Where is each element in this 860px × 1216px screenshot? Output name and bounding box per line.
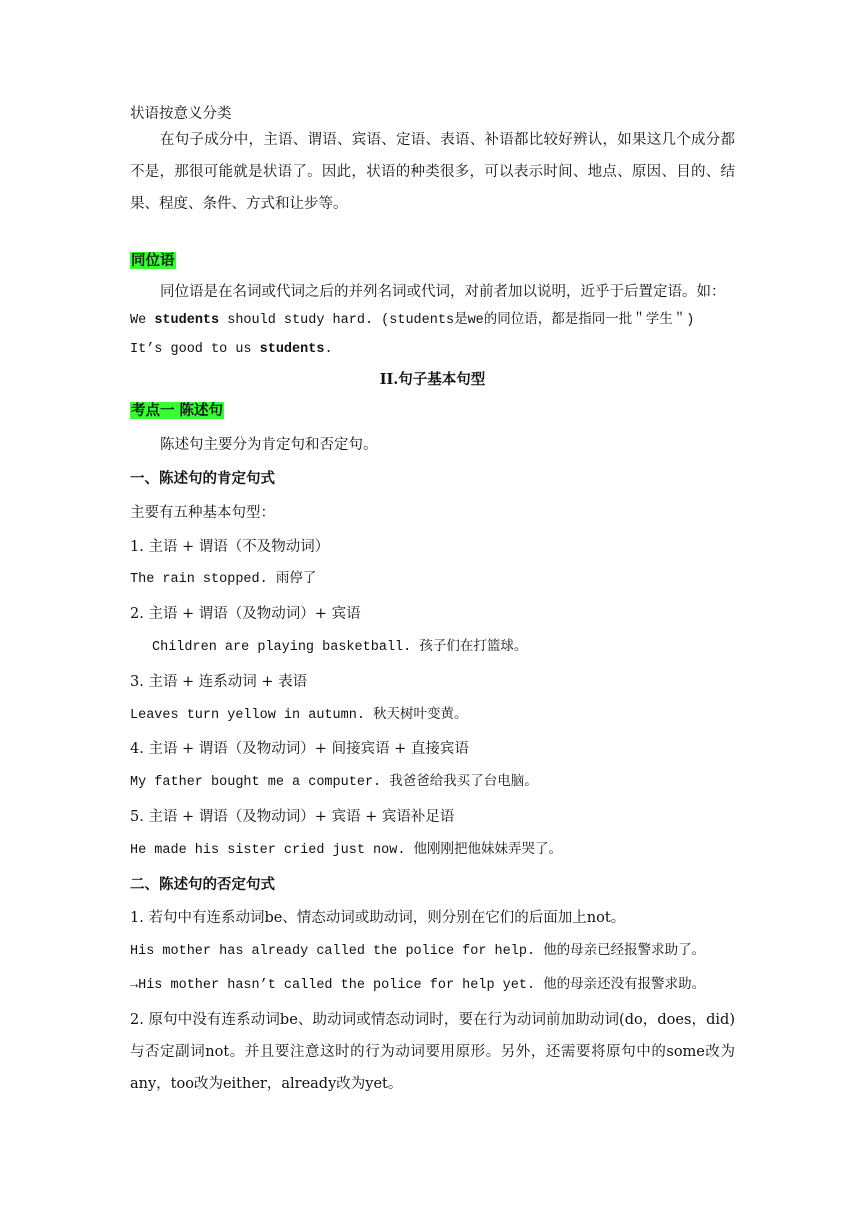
example-3: Leaves turn yellow in autumn. 秋天树叶变黄。 [130, 708, 468, 723]
example-2: Children are playing basketball. 孩子们在打篮球。 [152, 640, 528, 655]
pattern-2: 2. 主语 + 谓语（及物动词）+ 宾语 [130, 606, 361, 622]
affirmative-heading: 一、陈述句的肯定句式 [130, 470, 275, 487]
negative-rule-1-example-2: →His mother hasn’t called the police for help yet. 他的母亲还没有报警求助。 [130, 978, 706, 993]
adverbial-heading: 状语按意义分类 [130, 106, 232, 122]
section-title: II.句子基本句型 [379, 371, 486, 388]
pattern-5: 5. 主语 + 谓语（及物动词）+ 宾语 + 宾语补足语 [130, 809, 455, 825]
appositive-heading: 同位语 [131, 252, 175, 269]
example-1: The rain stopped. 雨停了 [130, 572, 317, 587]
appositive-example-2: It’s good to us students. [130, 342, 333, 357]
negative-rule-2: 2. 原句中没有连系动词be、助动词或情态动词时，要在行为动词前加助动词(do，does，did)与否定副词not。并且要注意这时的行为动词要用原形。另外，还需要将原句中的some改为any，too改为either，already改为yet。 [130, 1012, 735, 1092]
example-4: My father bought me a computer. 我爸爸给我买了台电脑。 [130, 775, 538, 790]
negative-rule-1-example-1: His mother has already called the police for help. 他的母亲已经报警求助了。 [130, 944, 706, 959]
point-one-heading: 考点一 陈述句 [131, 402, 224, 419]
affirmative-lead: 主要有五种基本句型： [130, 505, 275, 521]
example-5: He made his sister cried just now. 他刚刚把他妹妹弄哭了。 [130, 843, 563, 858]
pattern-3: 3. 主语 + 连系动词 + 表语 [130, 674, 308, 690]
adverbial-paragraph: 在句子成分中，主语、谓语、宾语、定语、表语、补语都比较好辨认，如果这几个成分都不是，那很可能就是状语了。因此，状语的种类很多，可以表示时间、地点、原因、目的、结果、程度、条件、方式和让步等。 [130, 132, 735, 212]
negative-rule-1: 1. 若句中有连系动词be、情态动词或助动词，则分别在它们的后面加上not。 [130, 910, 626, 926]
pattern-1: 1. 主语 + 谓语（不及物动词） [130, 539, 330, 555]
declarative-intro: 陈述句主要分为肯定句和否定句。 [160, 437, 378, 453]
pattern-4: 4. 主语 + 谓语（及物动词）+ 间接宾语 + 直接宾语 [130, 741, 469, 757]
appositive-example-1: We students should study hard. (students是we的同位语，都是指同一批＂学生＂) [130, 313, 695, 328]
negative-heading: 二、陈述句的否定句式 [130, 876, 275, 893]
appositive-definition: 同位语是在名词或代词之后的并列名词或代词，对前者加以说明，近乎于后置定语。如： [160, 284, 726, 300]
